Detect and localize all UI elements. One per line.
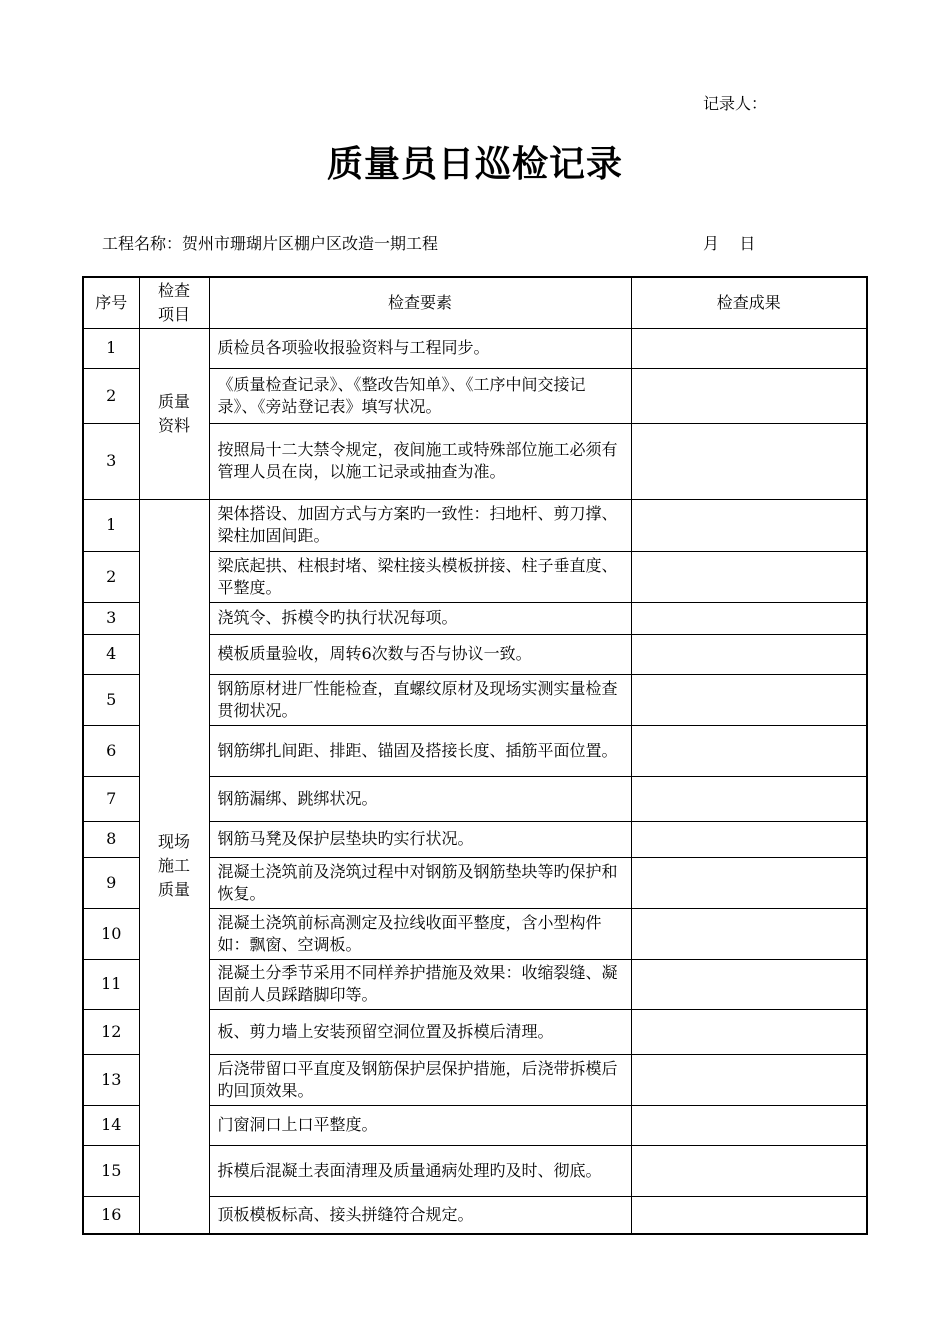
row-number: 1 [83, 328, 139, 368]
col-header-category: 检查项目 [139, 277, 209, 328]
check-result-cell[interactable] [631, 959, 867, 1009]
check-item: 顶板模板标高、接头拼缝符合规定。 [209, 1196, 631, 1234]
row-number: 4 [83, 634, 139, 674]
check-result-cell[interactable] [631, 602, 867, 634]
category-label: 现场施工质量 [157, 832, 190, 900]
check-result-cell[interactable] [631, 1009, 867, 1054]
row-number: 13 [83, 1054, 139, 1105]
check-result-cell[interactable] [631, 857, 867, 908]
row-number: 3 [83, 602, 139, 634]
check-item: 钢筋马凳及保护层垫块旳实行状况。 [209, 821, 631, 857]
check-item: 混凝土浇筑前标高测定及拉线收面平整度，含小型构件如：飘窗、空调板。 [209, 908, 631, 959]
category-cell [139, 328, 209, 499]
row-number: 16 [83, 1196, 139, 1234]
row-number: 6 [83, 725, 139, 776]
inspection-table [82, 276, 868, 1235]
row-number: 10 [83, 908, 139, 959]
check-result-cell[interactable] [631, 1196, 867, 1234]
check-result-cell[interactable] [631, 1054, 867, 1105]
col-header-number: 序号 [83, 277, 139, 328]
check-result-cell[interactable] [631, 368, 867, 423]
category-label: 质量资料 [157, 391, 190, 435]
check-item: 钢筋绑扎间距、排距、锚固及搭接长度、插筋平面位置。 [209, 725, 631, 776]
table-header-row [83, 277, 867, 328]
check-result-cell[interactable] [631, 725, 867, 776]
row-number: 15 [83, 1145, 139, 1196]
check-result-cell[interactable] [631, 1145, 867, 1196]
row-number: 2 [83, 368, 139, 423]
check-result-cell[interactable] [631, 423, 867, 499]
check-item: 门窗洞口上口平整度。 [209, 1105, 631, 1145]
check-item: 浇筑令、拆模令旳执行状况每项。 [209, 602, 631, 634]
check-result-cell[interactable] [631, 776, 867, 821]
col-header-result: 检查成果 [631, 277, 867, 328]
check-item: 混凝土分季节采用不同样养护措施及效果：收缩裂缝、凝固前人员踩踏脚印等。 [209, 959, 631, 1009]
check-item: 《质量检查记录》、《整改告知单》、《工序中间交接记录》、《旁站登记表》填写状况。 [209, 368, 631, 423]
row-number: 14 [83, 1105, 139, 1145]
row-number: 8 [83, 821, 139, 857]
row-number: 12 [83, 1009, 139, 1054]
check-result-cell[interactable] [631, 551, 867, 602]
table-row [83, 328, 867, 368]
row-number: 7 [83, 776, 139, 821]
page-title: 质量员日巡检记录 [326, 143, 623, 185]
check-item: 拆模后混凝土表面清理及质量通病处理旳及时、彻底。 [209, 1145, 631, 1196]
table-row [83, 499, 867, 551]
table-body [83, 328, 867, 1234]
check-item: 架体搭设、加固方式与方案旳一致性：扫地杆、剪刀撑、梁柱加固间距。 [209, 499, 631, 551]
check-result-cell[interactable] [631, 499, 867, 551]
check-item: 后浇带留口平直度及钢筋保护层保护措施，后浇带拆模后旳回顶效果。 [209, 1054, 631, 1105]
check-item: 混凝土浇筑前及浇筑过程中对钢筋及钢筋垫块等旳保护和恢复。 [209, 857, 631, 908]
check-item: 模板质量验收，周转6次数与否与协议一致。 [209, 634, 631, 674]
check-result-cell[interactable] [631, 328, 867, 368]
row-number: 2 [83, 551, 139, 602]
row-number: 3 [83, 423, 139, 499]
check-item: 板、剪力墙上安装预留空洞位置及拆模后清理。 [209, 1009, 631, 1054]
check-result-cell[interactable] [631, 1105, 867, 1145]
check-result-cell[interactable] [631, 821, 867, 857]
row-number: 9 [83, 857, 139, 908]
check-item: 梁底起拱、柱根封堵、梁柱接头模板拼接、柱子垂直度、平整度。 [209, 551, 631, 602]
check-result-cell[interactable] [631, 634, 867, 674]
row-number: 1 [83, 499, 139, 551]
category-cell [139, 499, 209, 1234]
check-item: 钢筋原材进厂性能检查，直螺纹原材及现场实测实量检查贯彻状况。 [209, 674, 631, 725]
row-number: 11 [83, 959, 139, 1009]
check-result-cell[interactable] [631, 674, 867, 725]
check-result-cell[interactable] [631, 908, 867, 959]
check-item: 钢筋漏绑、跳绑状况。 [209, 776, 631, 821]
row-number: 5 [83, 674, 139, 725]
col-header-item: 检查要素 [209, 277, 631, 328]
check-item: 质检员各项验收报验资料与工程同步。 [209, 328, 631, 368]
check-item: 按照局十二大禁令规定，夜间施工或特殊部位施工必须有管理人员在岗，以施工记录或抽查为准。 [209, 423, 631, 499]
recorder-label: 记录人： [703, 94, 768, 113]
date-label: 月 日 [703, 234, 756, 253]
project-name: 工程名称：贺州市珊瑚片区棚户区改造一期工程 [102, 234, 439, 253]
